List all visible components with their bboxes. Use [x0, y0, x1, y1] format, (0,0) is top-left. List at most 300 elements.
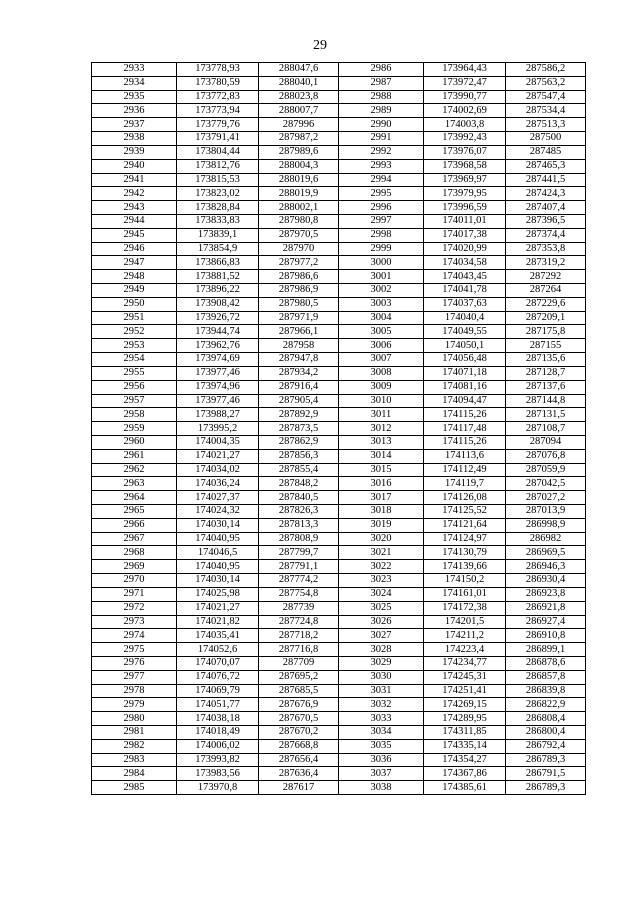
right-y-coordinate-cell: 287131,5	[506, 408, 586, 422]
left-point-number-cell: 2949	[92, 284, 177, 298]
right-x-coordinate-cell: 174150,2	[424, 574, 506, 588]
left-point-number-cell: 2973	[92, 615, 177, 629]
right-y-coordinate-cell: 287027,2	[506, 491, 586, 505]
left-y-coordinate-cell: 287791,1	[259, 560, 339, 574]
left-y-coordinate-cell: 288047,6	[259, 63, 339, 77]
left-y-coordinate-cell: 287813,3	[259, 518, 339, 532]
right-x-coordinate-cell: 174119,7	[424, 477, 506, 491]
left-point-number-cell: 2947	[92, 256, 177, 270]
right-x-coordinate-cell: 174115,26	[424, 408, 506, 422]
right-x-coordinate-cell: 173968,58	[424, 159, 506, 173]
right-x-coordinate-cell: 174223,4	[424, 643, 506, 657]
table-row	[92, 643, 586, 657]
left-y-coordinate-cell: 287724,8	[259, 615, 339, 629]
left-point-number-cell: 2951	[92, 311, 177, 325]
left-point-number-cell: 2940	[92, 159, 177, 173]
left-x-coordinate-cell: 173823,02	[177, 187, 259, 201]
table-row	[92, 698, 586, 712]
right-y-coordinate-cell: 287209,1	[506, 311, 586, 325]
right-y-coordinate-cell: 287264	[506, 284, 586, 298]
left-y-coordinate-cell: 287617	[259, 781, 339, 795]
left-x-coordinate-cell: 174040,95	[177, 560, 259, 574]
right-x-coordinate-cell: 174049,55	[424, 325, 506, 339]
table-row	[92, 270, 586, 284]
right-point-number-cell: 3013	[339, 435, 424, 449]
right-point-number-cell: 3006	[339, 339, 424, 353]
right-y-coordinate-cell: 286946,3	[506, 560, 586, 574]
left-point-number-cell: 2962	[92, 463, 177, 477]
right-y-coordinate-cell: 287175,8	[506, 325, 586, 339]
right-point-number-cell: 3001	[339, 270, 424, 284]
left-y-coordinate-cell: 287695,2	[259, 670, 339, 684]
left-x-coordinate-cell: 173974,96	[177, 380, 259, 394]
table-row	[92, 574, 586, 588]
right-y-coordinate-cell: 287076,8	[506, 449, 586, 463]
table-row	[92, 726, 586, 740]
table-row	[92, 187, 586, 201]
left-point-number-cell: 2972	[92, 601, 177, 615]
left-point-number-cell: 2965	[92, 505, 177, 519]
left-y-coordinate-cell: 287996	[259, 118, 339, 132]
right-point-number-cell: 3023	[339, 574, 424, 588]
left-y-coordinate-cell: 288040,1	[259, 76, 339, 90]
left-point-number-cell: 2981	[92, 726, 177, 740]
left-point-number-cell: 2967	[92, 532, 177, 546]
right-x-coordinate-cell: 174056,48	[424, 353, 506, 367]
right-y-coordinate-cell: 286930,4	[506, 574, 586, 588]
right-x-coordinate-cell: 174112,49	[424, 463, 506, 477]
left-x-coordinate-cell: 174069,79	[177, 684, 259, 698]
left-point-number-cell: 2971	[92, 587, 177, 601]
left-point-number-cell: 2946	[92, 242, 177, 256]
table-row	[92, 408, 586, 422]
left-y-coordinate-cell: 287718,2	[259, 629, 339, 643]
table-row	[92, 339, 586, 353]
left-x-coordinate-cell: 174021,27	[177, 601, 259, 615]
right-x-coordinate-cell: 174050,1	[424, 339, 506, 353]
table-row	[92, 518, 586, 532]
coordinates-table	[91, 62, 586, 795]
table-row	[92, 463, 586, 477]
left-x-coordinate-cell: 173828,84	[177, 201, 259, 215]
table-row	[92, 435, 586, 449]
table-row	[92, 159, 586, 173]
table-row	[92, 670, 586, 684]
left-point-number-cell: 2948	[92, 270, 177, 284]
right-x-coordinate-cell: 174113,6	[424, 449, 506, 463]
left-x-coordinate-cell: 174034,02	[177, 463, 259, 477]
left-point-number-cell: 2942	[92, 187, 177, 201]
table-row	[92, 325, 586, 339]
right-y-coordinate-cell: 286910,8	[506, 629, 586, 643]
left-x-coordinate-cell: 174018,49	[177, 726, 259, 740]
right-x-coordinate-cell: 174161,01	[424, 587, 506, 601]
right-y-coordinate-cell: 286969,5	[506, 546, 586, 560]
table-row	[92, 560, 586, 574]
table-row	[92, 491, 586, 505]
left-x-coordinate-cell: 173854,9	[177, 242, 259, 256]
right-point-number-cell: 3027	[339, 629, 424, 643]
table-row	[92, 311, 586, 325]
left-y-coordinate-cell: 288019,6	[259, 173, 339, 187]
left-x-coordinate-cell: 173812,76	[177, 159, 259, 173]
left-y-coordinate-cell: 288007,7	[259, 104, 339, 118]
right-x-coordinate-cell: 174126,08	[424, 491, 506, 505]
left-point-number-cell: 2964	[92, 491, 177, 505]
right-y-coordinate-cell: 286878,6	[506, 656, 586, 670]
right-point-number-cell: 3007	[339, 353, 424, 367]
right-point-number-cell: 2996	[339, 201, 424, 215]
left-y-coordinate-cell: 287970,5	[259, 228, 339, 242]
right-y-coordinate-cell: 287563,2	[506, 76, 586, 90]
left-x-coordinate-cell: 174004,35	[177, 435, 259, 449]
table-row	[92, 656, 586, 670]
right-point-number-cell: 2994	[339, 173, 424, 187]
left-point-number-cell: 2944	[92, 214, 177, 228]
right-point-number-cell: 2998	[339, 228, 424, 242]
left-y-coordinate-cell: 288004,3	[259, 159, 339, 173]
left-x-coordinate-cell: 173988,27	[177, 408, 259, 422]
left-x-coordinate-cell: 174070,07	[177, 656, 259, 670]
right-x-coordinate-cell: 174121,64	[424, 518, 506, 532]
table-row	[92, 132, 586, 146]
table-row	[92, 173, 586, 187]
left-point-number-cell: 2955	[92, 366, 177, 380]
right-y-coordinate-cell: 286927,4	[506, 615, 586, 629]
left-point-number-cell: 2935	[92, 90, 177, 104]
left-x-coordinate-cell: 174030,14	[177, 574, 259, 588]
table-row	[92, 228, 586, 242]
left-x-coordinate-cell: 173974,69	[177, 353, 259, 367]
right-x-coordinate-cell: 174385,61	[424, 781, 506, 795]
table-row	[92, 449, 586, 463]
table-row	[92, 145, 586, 159]
right-y-coordinate-cell: 287534,4	[506, 104, 586, 118]
right-point-number-cell: 3026	[339, 615, 424, 629]
left-y-coordinate-cell: 287799,7	[259, 546, 339, 560]
left-y-coordinate-cell: 287934,2	[259, 366, 339, 380]
left-point-number-cell: 2950	[92, 297, 177, 311]
table-row	[92, 587, 586, 601]
right-y-coordinate-cell: 287513,3	[506, 118, 586, 132]
table-row	[92, 297, 586, 311]
left-x-coordinate-cell: 174076,72	[177, 670, 259, 684]
left-y-coordinate-cell: 287808,9	[259, 532, 339, 546]
table-row	[92, 712, 586, 726]
left-x-coordinate-cell: 174021,82	[177, 615, 259, 629]
right-y-coordinate-cell: 287094	[506, 435, 586, 449]
left-x-coordinate-cell: 174006,02	[177, 739, 259, 753]
right-point-number-cell: 3000	[339, 256, 424, 270]
left-x-coordinate-cell: 173944,74	[177, 325, 259, 339]
right-y-coordinate-cell: 286857,8	[506, 670, 586, 684]
left-y-coordinate-cell: 287862,9	[259, 435, 339, 449]
left-x-coordinate-cell: 174025,98	[177, 587, 259, 601]
right-x-coordinate-cell: 174251,41	[424, 684, 506, 698]
right-point-number-cell: 3012	[339, 422, 424, 436]
right-point-number-cell: 2990	[339, 118, 424, 132]
left-y-coordinate-cell: 287980,5	[259, 297, 339, 311]
table-row	[92, 422, 586, 436]
right-point-number-cell: 3024	[339, 587, 424, 601]
right-y-coordinate-cell: 287547,4	[506, 90, 586, 104]
right-x-coordinate-cell: 174043,45	[424, 270, 506, 284]
left-point-number-cell: 2978	[92, 684, 177, 698]
right-x-coordinate-cell: 174034,58	[424, 256, 506, 270]
right-y-coordinate-cell: 286789,3	[506, 753, 586, 767]
right-y-coordinate-cell: 287586,2	[506, 63, 586, 77]
right-y-coordinate-cell: 287319,2	[506, 256, 586, 270]
right-x-coordinate-cell: 174245,31	[424, 670, 506, 684]
left-point-number-cell: 2963	[92, 477, 177, 491]
left-y-coordinate-cell: 287739	[259, 601, 339, 615]
table-row	[92, 256, 586, 270]
right-y-coordinate-cell: 287441,5	[506, 173, 586, 187]
right-point-number-cell: 2992	[339, 145, 424, 159]
right-y-coordinate-cell: 287059,9	[506, 463, 586, 477]
left-y-coordinate-cell: 287754,8	[259, 587, 339, 601]
left-y-coordinate-cell: 287840,5	[259, 491, 339, 505]
left-x-coordinate-cell: 174040,95	[177, 532, 259, 546]
left-y-coordinate-cell: 287916,4	[259, 380, 339, 394]
right-x-coordinate-cell: 174269,15	[424, 698, 506, 712]
table-row	[92, 63, 586, 77]
left-point-number-cell: 2974	[92, 629, 177, 643]
left-point-number-cell: 2934	[92, 76, 177, 90]
right-y-coordinate-cell: 287144,8	[506, 394, 586, 408]
right-y-coordinate-cell: 287465,3	[506, 159, 586, 173]
right-point-number-cell: 3009	[339, 380, 424, 394]
table-row	[92, 601, 586, 615]
right-point-number-cell: 3019	[339, 518, 424, 532]
left-point-number-cell: 2939	[92, 145, 177, 159]
left-point-number-cell: 2985	[92, 781, 177, 795]
right-point-number-cell: 3037	[339, 767, 424, 781]
left-point-number-cell: 2979	[92, 698, 177, 712]
right-y-coordinate-cell: 287424,3	[506, 187, 586, 201]
table-row	[92, 380, 586, 394]
right-point-number-cell: 3008	[339, 366, 424, 380]
table-row	[92, 532, 586, 546]
table-row	[92, 477, 586, 491]
right-point-number-cell: 3031	[339, 684, 424, 698]
right-x-coordinate-cell: 174211,2	[424, 629, 506, 643]
left-x-coordinate-cell: 174052,6	[177, 643, 259, 657]
left-point-number-cell: 2954	[92, 353, 177, 367]
left-x-coordinate-cell: 173866,83	[177, 256, 259, 270]
right-y-coordinate-cell: 287353,8	[506, 242, 586, 256]
left-x-coordinate-cell: 173977,46	[177, 366, 259, 380]
left-x-coordinate-cell: 173779,76	[177, 118, 259, 132]
right-point-number-cell: 2997	[339, 214, 424, 228]
left-point-number-cell: 2970	[92, 574, 177, 588]
left-x-coordinate-cell: 174038,18	[177, 712, 259, 726]
right-x-coordinate-cell: 174139,66	[424, 560, 506, 574]
table-row	[92, 546, 586, 560]
right-y-coordinate-cell: 286800,4	[506, 726, 586, 740]
right-point-number-cell: 2987	[339, 76, 424, 90]
left-x-coordinate-cell: 173962,76	[177, 339, 259, 353]
right-y-coordinate-cell: 286839,8	[506, 684, 586, 698]
left-x-coordinate-cell: 173977,46	[177, 394, 259, 408]
right-point-number-cell: 2995	[339, 187, 424, 201]
table-row	[92, 76, 586, 90]
right-y-coordinate-cell: 287292	[506, 270, 586, 284]
left-y-coordinate-cell: 287987,2	[259, 132, 339, 146]
table-row	[92, 753, 586, 767]
right-point-number-cell: 2991	[339, 132, 424, 146]
left-y-coordinate-cell: 287970	[259, 242, 339, 256]
right-x-coordinate-cell: 174124,97	[424, 532, 506, 546]
right-point-number-cell: 3004	[339, 311, 424, 325]
right-y-coordinate-cell: 286923,8	[506, 587, 586, 601]
left-y-coordinate-cell: 287966,1	[259, 325, 339, 339]
left-point-number-cell: 2952	[92, 325, 177, 339]
right-y-coordinate-cell: 287013,9	[506, 505, 586, 519]
left-y-coordinate-cell: 287826,3	[259, 505, 339, 519]
left-y-coordinate-cell: 287709	[259, 656, 339, 670]
right-y-coordinate-cell: 286921,8	[506, 601, 586, 615]
right-point-number-cell: 3014	[339, 449, 424, 463]
table-row	[92, 615, 586, 629]
left-point-number-cell: 2945	[92, 228, 177, 242]
left-point-number-cell: 2936	[92, 104, 177, 118]
right-x-coordinate-cell: 173969,97	[424, 173, 506, 187]
left-x-coordinate-cell: 174021,27	[177, 449, 259, 463]
right-x-coordinate-cell: 174289,95	[424, 712, 506, 726]
left-x-coordinate-cell: 173833,83	[177, 214, 259, 228]
left-x-coordinate-cell: 174027,37	[177, 491, 259, 505]
right-point-number-cell: 3002	[339, 284, 424, 298]
left-x-coordinate-cell: 173993,82	[177, 753, 259, 767]
right-x-coordinate-cell: 174311,85	[424, 726, 506, 740]
left-x-coordinate-cell: 173804,44	[177, 145, 259, 159]
left-y-coordinate-cell: 287685,5	[259, 684, 339, 698]
right-y-coordinate-cell: 287135,6	[506, 353, 586, 367]
right-y-coordinate-cell: 286789,3	[506, 781, 586, 795]
left-x-coordinate-cell: 173778,93	[177, 63, 259, 77]
left-point-number-cell: 2975	[92, 643, 177, 657]
left-x-coordinate-cell: 173815,53	[177, 173, 259, 187]
right-x-coordinate-cell: 173996,59	[424, 201, 506, 215]
table-row	[92, 505, 586, 519]
right-point-number-cell: 3030	[339, 670, 424, 684]
right-y-coordinate-cell: 287407,4	[506, 201, 586, 215]
left-point-number-cell: 2983	[92, 753, 177, 767]
right-point-number-cell: 3035	[339, 739, 424, 753]
right-y-coordinate-cell: 286808,4	[506, 712, 586, 726]
left-y-coordinate-cell: 287670,2	[259, 726, 339, 740]
left-y-coordinate-cell: 287986,6	[259, 270, 339, 284]
left-y-coordinate-cell: 287986,9	[259, 284, 339, 298]
left-point-number-cell: 2937	[92, 118, 177, 132]
table-row	[92, 781, 586, 795]
right-x-coordinate-cell: 174130,79	[424, 546, 506, 560]
right-x-coordinate-cell: 174094,47	[424, 394, 506, 408]
right-point-number-cell: 3015	[339, 463, 424, 477]
right-x-coordinate-cell: 174367,86	[424, 767, 506, 781]
table-row	[92, 629, 586, 643]
right-x-coordinate-cell: 174037,63	[424, 297, 506, 311]
left-x-coordinate-cell: 174046,5	[177, 546, 259, 560]
left-x-coordinate-cell: 174035,41	[177, 629, 259, 643]
left-x-coordinate-cell: 174024,32	[177, 505, 259, 519]
right-y-coordinate-cell: 287485	[506, 145, 586, 159]
table-row	[92, 394, 586, 408]
left-point-number-cell: 2969	[92, 560, 177, 574]
right-y-coordinate-cell: 286982	[506, 532, 586, 546]
right-point-number-cell: 2988	[339, 90, 424, 104]
right-point-number-cell: 3022	[339, 560, 424, 574]
left-y-coordinate-cell: 287676,9	[259, 698, 339, 712]
right-point-number-cell: 3011	[339, 408, 424, 422]
left-point-number-cell: 2958	[92, 408, 177, 422]
right-point-number-cell: 3034	[339, 726, 424, 740]
right-x-coordinate-cell: 174354,27	[424, 753, 506, 767]
right-y-coordinate-cell: 287229,6	[506, 297, 586, 311]
left-point-number-cell: 2961	[92, 449, 177, 463]
left-point-number-cell: 2953	[92, 339, 177, 353]
right-x-coordinate-cell: 174003,8	[424, 118, 506, 132]
left-x-coordinate-cell: 173791,41	[177, 132, 259, 146]
right-point-number-cell: 3025	[339, 601, 424, 615]
left-x-coordinate-cell: 174051,77	[177, 698, 259, 712]
right-x-coordinate-cell: 174041,78	[424, 284, 506, 298]
left-y-coordinate-cell: 287947,8	[259, 353, 339, 367]
right-point-number-cell: 3029	[339, 656, 424, 670]
right-point-number-cell: 3017	[339, 491, 424, 505]
left-x-coordinate-cell: 173839,1	[177, 228, 259, 242]
right-y-coordinate-cell: 287396,5	[506, 214, 586, 228]
left-x-coordinate-cell: 173773,94	[177, 104, 259, 118]
right-x-coordinate-cell: 174335,14	[424, 739, 506, 753]
left-x-coordinate-cell: 173896,22	[177, 284, 259, 298]
left-x-coordinate-cell: 173772,83	[177, 90, 259, 104]
left-point-number-cell: 2960	[92, 435, 177, 449]
left-x-coordinate-cell: 173970,8	[177, 781, 259, 795]
table-row	[92, 739, 586, 753]
right-y-coordinate-cell: 286998,9	[506, 518, 586, 532]
left-y-coordinate-cell: 287892,9	[259, 408, 339, 422]
right-y-coordinate-cell: 287155	[506, 339, 586, 353]
left-x-coordinate-cell: 173926,72	[177, 311, 259, 325]
table-row	[92, 366, 586, 380]
left-y-coordinate-cell: 287855,4	[259, 463, 339, 477]
right-x-coordinate-cell: 173976,07	[424, 145, 506, 159]
left-point-number-cell: 2984	[92, 767, 177, 781]
left-y-coordinate-cell: 287980,8	[259, 214, 339, 228]
left-y-coordinate-cell: 287848,2	[259, 477, 339, 491]
table-row	[92, 767, 586, 781]
right-point-number-cell: 3016	[339, 477, 424, 491]
right-point-number-cell: 3003	[339, 297, 424, 311]
right-point-number-cell: 3021	[339, 546, 424, 560]
left-x-coordinate-cell: 173995,2	[177, 422, 259, 436]
left-point-number-cell: 2957	[92, 394, 177, 408]
table-row	[92, 284, 586, 298]
right-x-coordinate-cell: 174071,18	[424, 366, 506, 380]
left-y-coordinate-cell: 287873,5	[259, 422, 339, 436]
right-x-coordinate-cell: 174017,38	[424, 228, 506, 242]
left-y-coordinate-cell: 287668,8	[259, 739, 339, 753]
right-x-coordinate-cell: 173972,47	[424, 76, 506, 90]
right-x-coordinate-cell: 174020,99	[424, 242, 506, 256]
left-point-number-cell: 2943	[92, 201, 177, 215]
left-x-coordinate-cell: 174030,14	[177, 518, 259, 532]
table-row	[92, 201, 586, 215]
left-y-coordinate-cell: 288002,1	[259, 201, 339, 215]
right-point-number-cell: 3005	[339, 325, 424, 339]
